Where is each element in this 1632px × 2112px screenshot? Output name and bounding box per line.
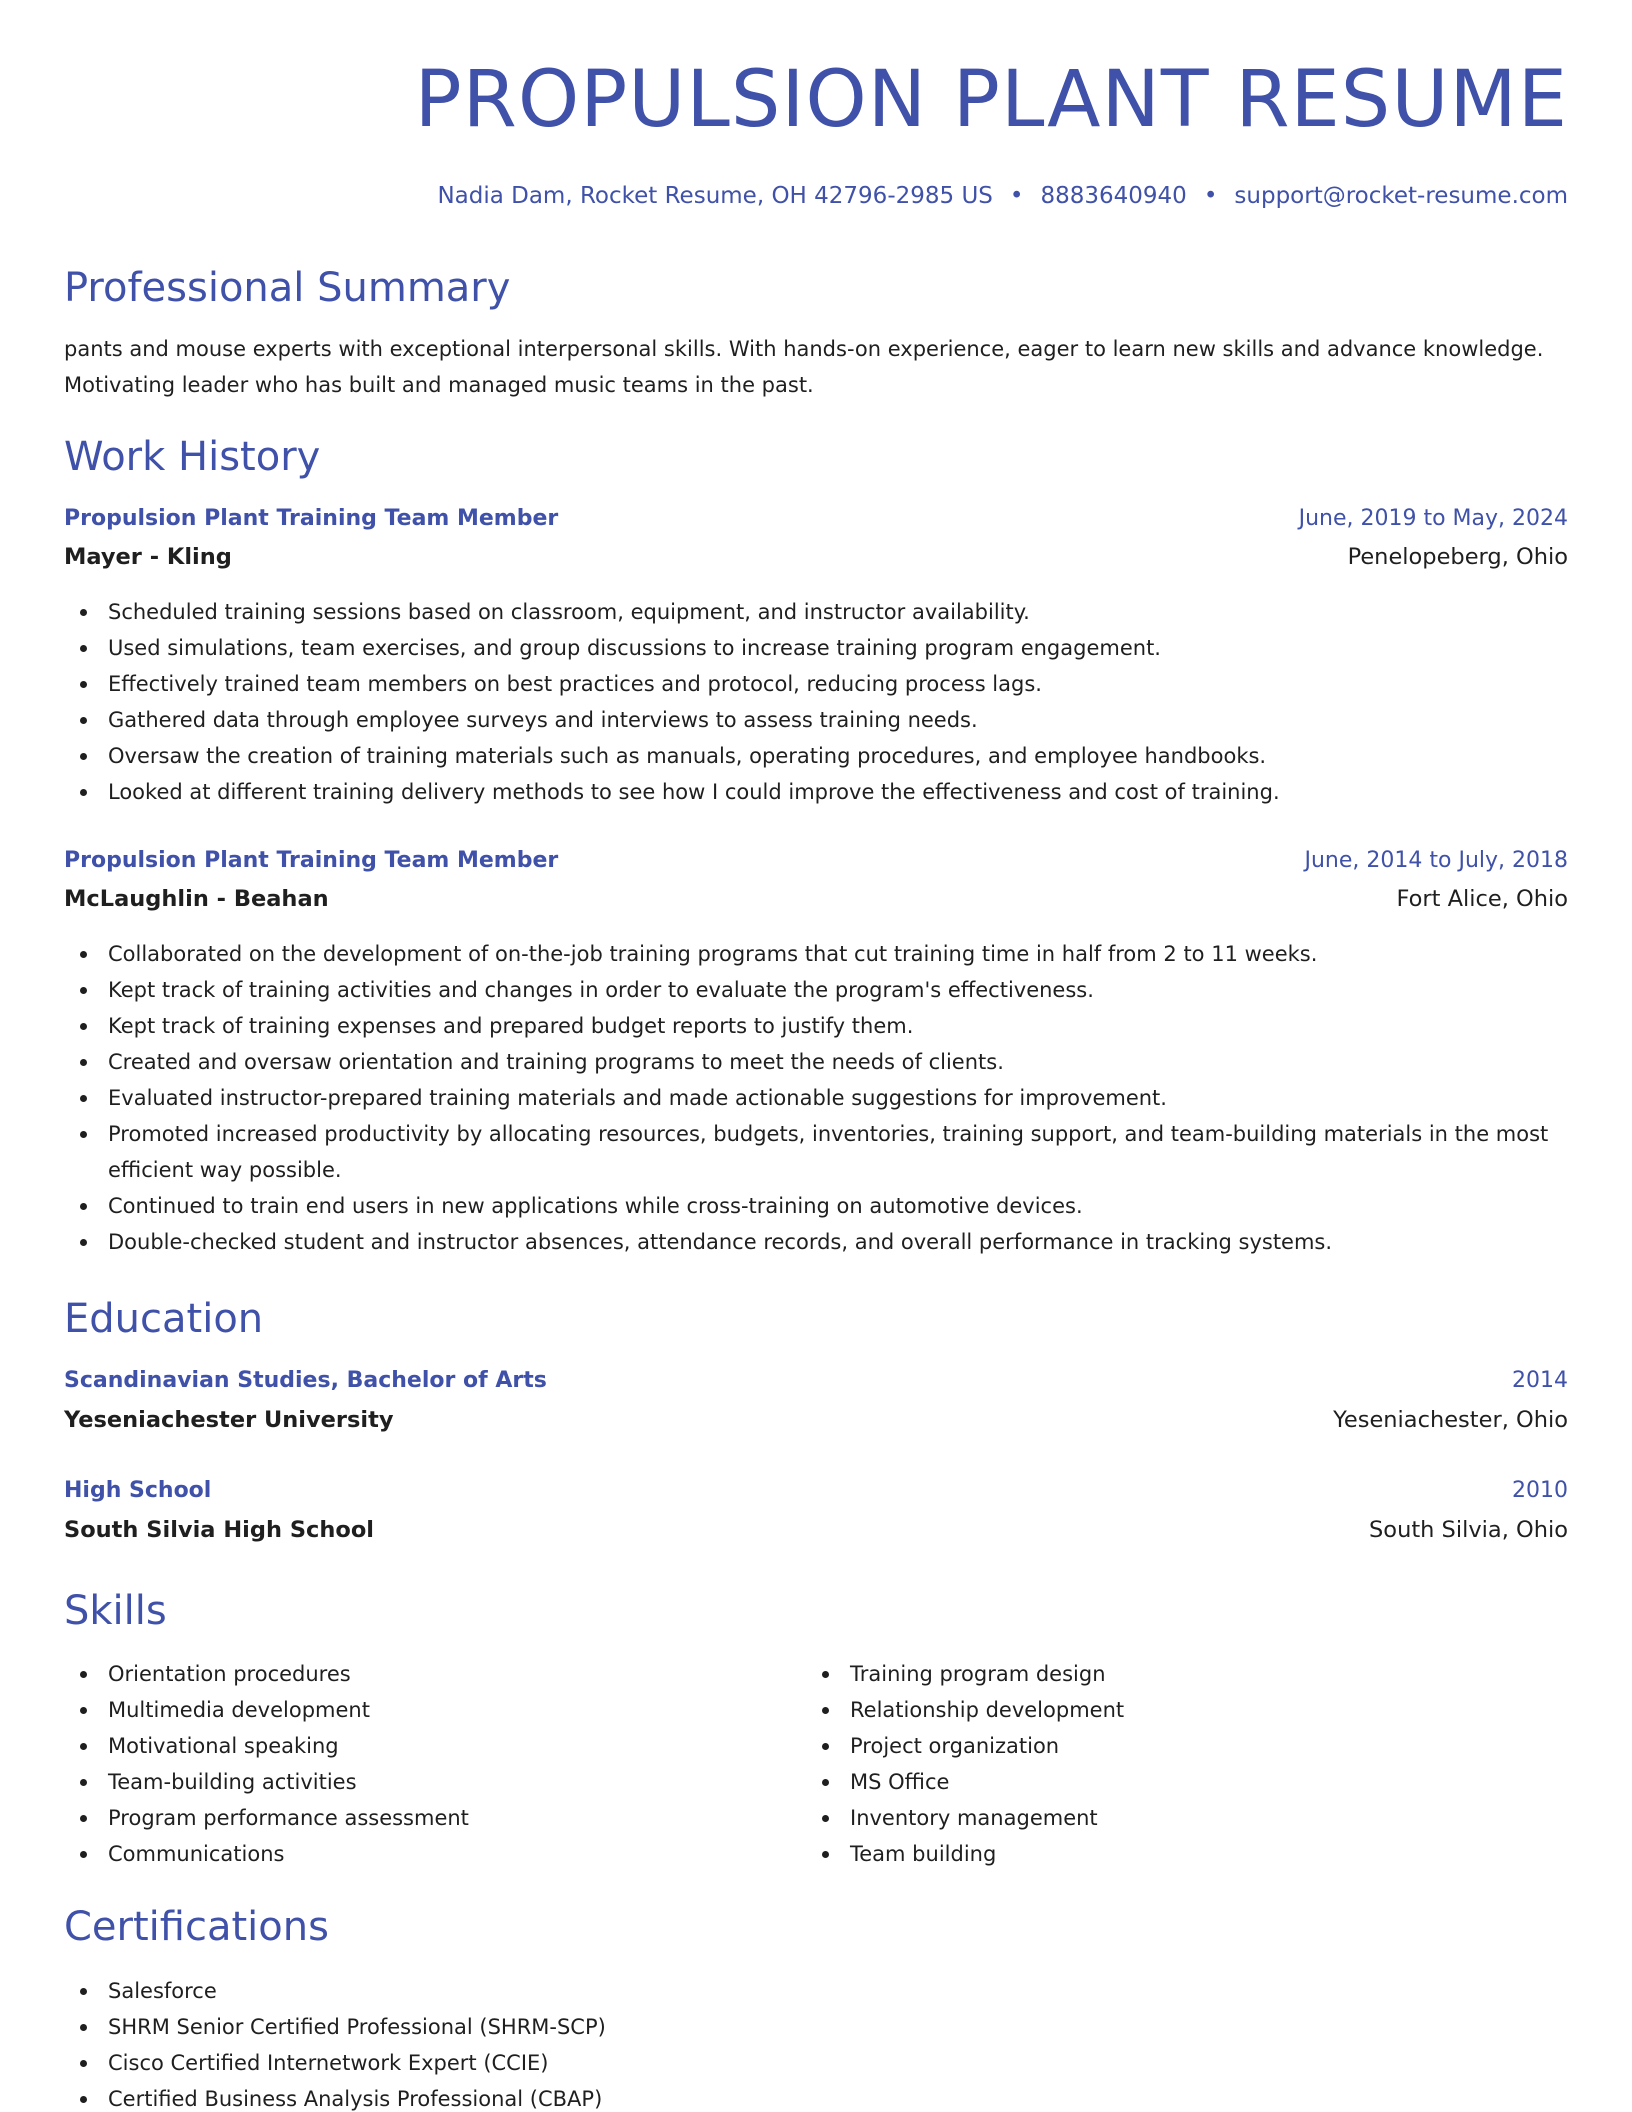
- job-title: Propulsion Plant Training Team Member: [64, 506, 559, 531]
- certification-item: Certified Business Analysis Professional (CBAP): [64, 2081, 1568, 2112]
- education-degree: Scandinavian Studies, Bachelor of Arts: [64, 1368, 547, 1393]
- job-bullet-list: [64, 594, 1568, 810]
- section-heading-certifications: Certifications: [64, 1904, 329, 1950]
- certification-item: Cisco Certified Internetwork Expert (CCIE): [64, 2045, 1568, 2081]
- section-heading-work: Work History: [64, 434, 321, 480]
- section-heading-skills: Skills: [64, 1588, 167, 1634]
- job-bullet: Kept track of training expenses and prepared budget reports to justify them.: [64, 1008, 1568, 1044]
- contact-separator: •: [1203, 183, 1218, 209]
- job-bullet: Promoted increased productivity by allocating resources, budgets, inventories, training support, and team-building materials in the most efficient way possible.: [64, 1116, 1568, 1188]
- skill-item: Team-building activities: [64, 1764, 744, 1800]
- education-year: 2010: [1512, 1478, 1568, 1503]
- certification-item: SHRM Senior Certified Professional (SHRM-SCP): [64, 2009, 1568, 2045]
- contact-address: Nadia Dam, Rocket Resume, OH 42796-2985 US: [437, 183, 993, 209]
- job-dates: June, 2019 to May, 2024: [1298, 506, 1568, 531]
- education-location: Yeseniachester, Ohio: [1333, 1407, 1568, 1433]
- job-bullet: Scheduled training sessions based on classroom, equipment, and instructor availability.: [64, 594, 1568, 630]
- job-bullet: Collaborated on the development of on-the-job training programs that cut training time in half from 2 to 11 weeks.: [64, 936, 1568, 972]
- skill-item: Relationship development: [806, 1692, 1486, 1728]
- contact-phone[interactable]: 8883640940: [1040, 183, 1187, 209]
- skill-item: Motivational speaking: [64, 1728, 744, 1764]
- education-header: [64, 1476, 1568, 1506]
- job-bullet: Double-checked student and instructor absences, attendance records, and overall performance in tracking systems.: [64, 1224, 1568, 1260]
- job-bullet-list: [64, 936, 1568, 1260]
- job-bullet: Effectively trained team members on best practices and protocol, reducing process lags.: [64, 666, 1568, 702]
- summary-text: pants and mouse experts with exceptional interpersonal skills. With hands-on experience, eager to learn new skills and advance knowledge. Motivating leader who has built and managed music teams in the past.: [64, 337, 1544, 397]
- job-company: McLaughlin - Beahan: [64, 886, 329, 912]
- job-title: Propulsion Plant Training Team Member: [64, 848, 559, 873]
- education-degree: High School: [64, 1478, 212, 1503]
- skill-item: Orientation procedures: [64, 1656, 744, 1692]
- job-subheader: [64, 542, 1568, 572]
- job-company: Mayer - Kling: [64, 544, 232, 570]
- skill-item: Program performance assessment: [64, 1800, 744, 1836]
- skill-item: Inventory management: [806, 1800, 1486, 1836]
- job-bullet: Created and oversaw orientation and training programs to meet the needs of clients.: [64, 1044, 1568, 1080]
- section-heading-summary: Professional Summary: [64, 265, 511, 311]
- skills-list-left: [64, 1656, 744, 1872]
- skill-item: Training program design: [806, 1656, 1486, 1692]
- education-school: South Silvia High School: [64, 1517, 375, 1543]
- job-bullet: Oversaw the creation of training materials such as manuals, operating procedures, and employee handbooks.: [64, 738, 1568, 774]
- skill-item: Project organization: [806, 1728, 1486, 1764]
- job-location: Fort Alice, Ohio: [1396, 886, 1568, 912]
- job-bullet: Gathered data through employee surveys and interviews to assess training needs.: [64, 702, 1568, 738]
- job-bullet: Used simulations, team exercises, and group discussions to increase training program engagement.: [64, 630, 1568, 666]
- skill-item: Communications: [64, 1836, 744, 1872]
- education-subheader: [64, 1405, 1568, 1435]
- job-header: [64, 846, 1568, 876]
- job-header: [64, 504, 1568, 534]
- section-heading-education: Education: [64, 1296, 264, 1342]
- job-dates: June, 2014 to July, 2018: [1304, 848, 1568, 873]
- job-bullet: Looked at different training delivery methods to see how I could improve the effectiveness and cost of training.: [64, 774, 1568, 810]
- contact-email[interactable]: support@rocket-resume.com: [1234, 183, 1568, 209]
- job-location: Penelopeberg, Ohio: [1347, 544, 1568, 570]
- job-bullet: Evaluated instructor-prepared training materials and made actionable suggestions for improvement.: [64, 1080, 1568, 1116]
- education-school: Yeseniachester University: [64, 1407, 394, 1433]
- contact-line: [437, 181, 1568, 211]
- education-location: South Silvia, Ohio: [1369, 1517, 1568, 1543]
- job-subheader: [64, 884, 1568, 914]
- education-year: 2014: [1512, 1368, 1568, 1393]
- resume-title: PROPULSION PLANT RESUME: [414, 55, 1568, 145]
- job-bullet: Continued to train end users in new applications while cross-training on automotive devices.: [64, 1188, 1568, 1224]
- education-header: [64, 1366, 1568, 1396]
- certifications-list: [64, 1973, 1568, 2112]
- job-bullet: Kept track of training activities and changes in order to evaluate the program's effectiveness.: [64, 972, 1568, 1008]
- education-subheader: [64, 1515, 1568, 1545]
- contact-separator: •: [1009, 183, 1024, 209]
- certification-item: Salesforce: [64, 1973, 1568, 2009]
- skill-item: Team building: [806, 1836, 1486, 1872]
- skills-list-right: [806, 1656, 1486, 1872]
- skill-item: Multimedia development: [64, 1692, 744, 1728]
- skill-item: MS Office: [806, 1764, 1486, 1800]
